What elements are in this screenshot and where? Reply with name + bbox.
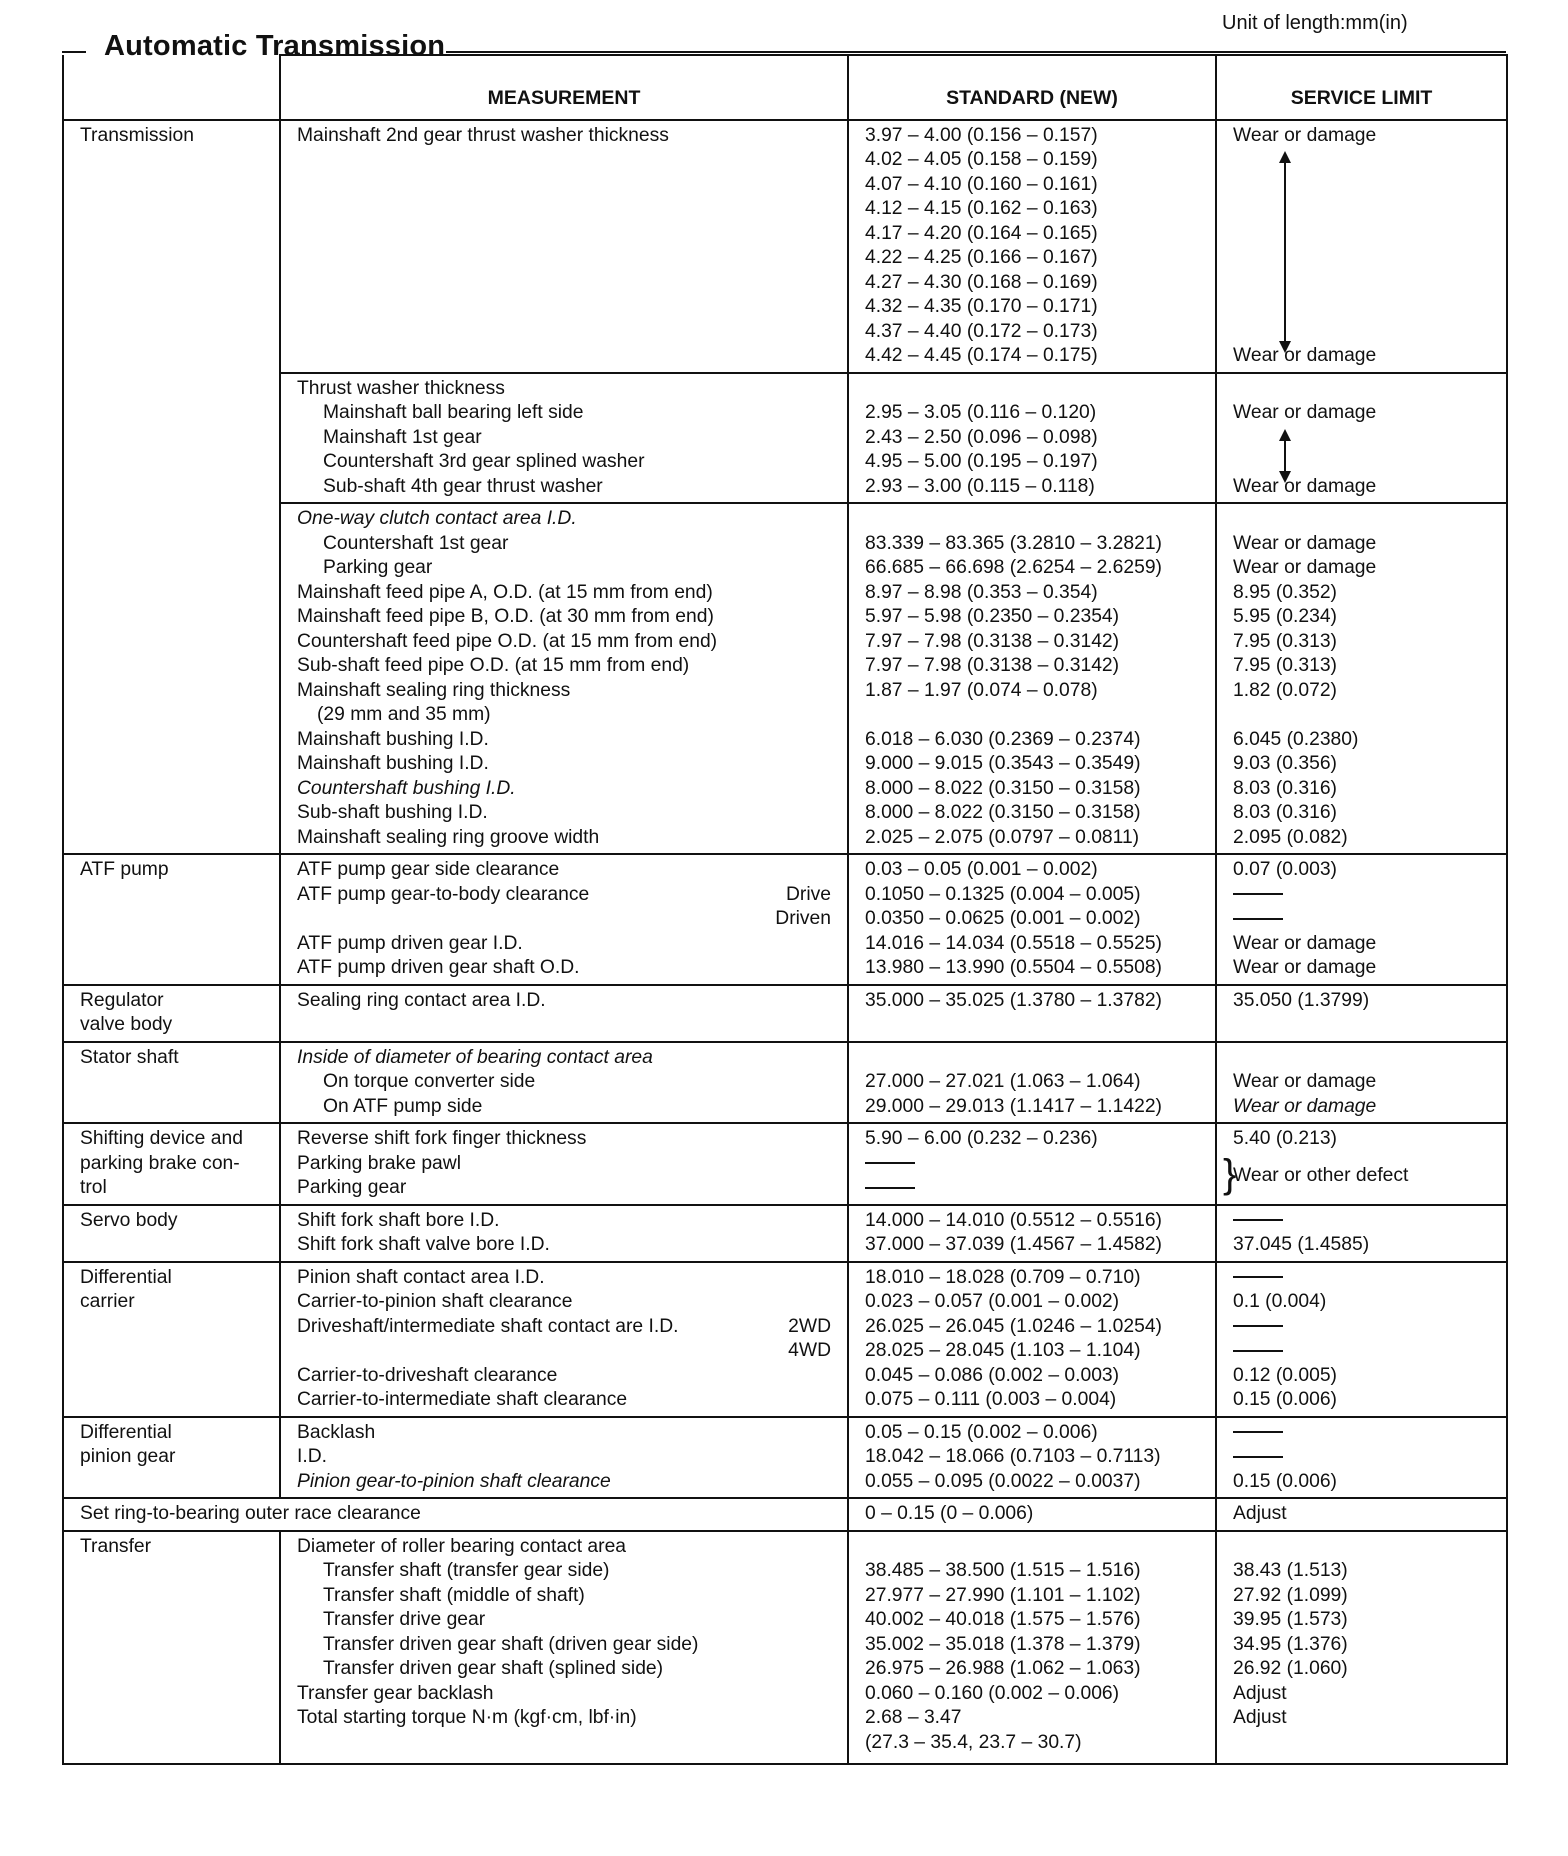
limit-cell: 5.40 (0.213) } Wear or other defect [1216, 1123, 1507, 1205]
measurement-cell: Mainshaft 2nd gear thrust washer thickness [280, 120, 848, 373]
category-servo-body: Servo body [63, 1205, 280, 1262]
table-row [63, 1205, 1507, 1262]
standard-cell: 35.000 – 35.025 (1.3780 – 1.3782) [848, 985, 1216, 1042]
limit-cell: Wear or damage Wear or damage [1216, 1042, 1507, 1124]
header-measurement: MEASUREMENT [280, 55, 848, 120]
category-regulator: Regulator valve body [63, 985, 280, 1042]
standard-cell: 0.03 – 0.05 (0.001 – 0.002) 0.1050 – 0.1325 (0.004 – 0.005) 0.0350 – 0.0625 (0.001 – 0.002) 14.016 – 14.034 (0.5518 – 0.5525) 13.980 – 13.990 (0.5504 – 0.5508) [848, 854, 1216, 985]
standard-cell: 0.05 – 0.15 (0.002 – 0.006) 18.042 – 18.066 (0.7103 – 0.7113) 0.055 – 0.095 (0.0022 – 0.0037) [848, 1417, 1216, 1499]
category-shifting-device: Shifting device and parking brake con- trol [63, 1123, 280, 1205]
header-service-limit: SERVICE LIMIT [1216, 55, 1507, 120]
table-row [63, 373, 1507, 504]
dash-mark [1233, 918, 1283, 920]
table-row [63, 1042, 1507, 1124]
table-row [63, 1531, 1507, 1765]
unit-label: Unit of length:mm(in) [1222, 12, 1408, 34]
category-differential-pinion: Differential pinion gear [63, 1417, 280, 1499]
header-category [63, 55, 280, 120]
standard-cell: 27.000 – 27.021 (1.063 – 1.064) 29.000 – 29.013 (1.1417 – 1.1422) [848, 1042, 1216, 1124]
dash-mark [1233, 1325, 1283, 1327]
standard-cell: 14.000 – 14.010 (0.5512 – 0.5516) 37.000 – 37.039 (1.4567 – 1.4582) [848, 1205, 1216, 1262]
limit-cell: 37.045 (1.4585) [1216, 1205, 1507, 1262]
limit-cell: 0.1 (0.004) 0.12 (0.005) 0.15 (0.006) [1216, 1262, 1507, 1417]
table-header-row [63, 55, 1507, 120]
standard-cell: 2.95 – 3.05 (0.116 – 0.120) 2.43 – 2.50 (0.096 – 0.098) 4.95 – 5.00 (0.195 – 0.197) 2.93 – 3.00 (0.115 – 0.118) [848, 373, 1216, 504]
limit-cell: 0.15 (0.006) [1216, 1417, 1507, 1499]
spec-table [62, 54, 1508, 1765]
measurement-cell: Reverse shift fork finger thickness Parking brake pawl Parking gear [280, 1123, 848, 1205]
table-row [63, 985, 1507, 1042]
table-row [63, 1498, 1507, 1531]
dash-mark [865, 1162, 915, 1164]
limit-cell: 35.050 (1.3799) [1216, 985, 1507, 1042]
title-rule-right [446, 51, 1506, 53]
header-standard: STANDARD (NEW) [848, 55, 1216, 120]
limit-cell: Wear or damage Wear or damage [1216, 120, 1507, 373]
measurement-cell: ATF pump gear side clearance ATF pump gear-to-body clearance Drive Driven ATF pump driven gear I.D. ATF pump driven gear shaft O.D. [280, 854, 848, 985]
table-row [63, 120, 1507, 373]
category-transmission: Transmission [63, 120, 280, 855]
limit-cell: Wear or damage Wear or damage 8.95 (0.352) 5.95 (0.234) 7.95 (0.313) 7.95 (0.313) 1.82 (0.072) 6.045 (0.2380) 9.03 (0.356) 8.03 (0.316) 8.03 (0.316) 2.095 (0.082) [1216, 503, 1507, 854]
table-row [63, 1417, 1507, 1499]
table-row [63, 854, 1507, 985]
standard-cell: 38.485 – 38.500 (1.515 – 1.516) 27.977 – 27.990 (1.101 – 1.102) 40.002 – 40.018 (1.575 – 1.576) 35.002 – 35.018 (1.378 – 1.379) 26.975 – 26.988 (1.062 – 1.063) 0.060 – 0.160 (0.002 – 0.006) 2.68 – 3.47 (27.3 – 35.4, 23.7 – 30.7) [848, 1531, 1216, 1765]
category-differential-carrier: Differential carrier [63, 1262, 280, 1417]
table-row [63, 503, 1507, 854]
category-set-ring: Set ring-to-bearing outer race clearance [63, 1498, 848, 1531]
measurement-cell: One-way clutch contact area I.D. Countershaft 1st gear Parking gear Mainshaft feed pipe A, O.D. (at 15 mm from end) Mainshaft feed pipe B, O.D. (at 30 mm from end) Countershaft feed pipe O.D. (at 15 mm from end) Sub-shaft feed pipe O.D. (at 15 mm from end) Mainshaft sealing ring thickness (29 mm and 35 mm) Mainshaft bushing I.D. Mainshaft bushing I.D. Countershaft bushing I.D. Sub-shaft bushing I.D. Mainshaft sealing ring groove width [280, 503, 848, 854]
title-rule-left [62, 51, 86, 53]
limit-cell: 0.07 (0.003) Wear or damage Wear or damage [1216, 854, 1507, 985]
dash-mark [1233, 1431, 1283, 1433]
category-transfer: Transfer [63, 1531, 280, 1765]
range-arrow-icon [1284, 153, 1286, 351]
limit-cell: 38.43 (1.513) 27.92 (1.099) 39.95 (1.573) 34.95 (1.376) 26.92 (1.060) Adjust Adjust [1216, 1531, 1507, 1765]
category-stator-shaft: Stator shaft [63, 1042, 280, 1124]
dash-mark [1233, 1350, 1283, 1352]
standard-cell: 5.90 – 6.00 (0.232 – 0.236) [848, 1123, 1216, 1205]
table-row [63, 1123, 1507, 1205]
standard-cell: 3.97 – 4.00 (0.156 – 0.157) 4.02 – 4.05 (0.158 – 0.159) 4.07 – 4.10 (0.160 – 0.161) 4.12 – 4.15 (0.162 – 0.163) 4.17 – 4.20 (0.164 – 0.165) 4.22 – 4.25 (0.166 – 0.167) 4.27 – 4.30 (0.168 – 0.169) 4.32 – 4.35 (0.170 – 0.171) 4.37 – 4.40 (0.172 – 0.173) 4.42 – 4.45 (0.174 – 0.175) [848, 120, 1216, 373]
dash-mark [1233, 1219, 1283, 1221]
category-atf-pump: ATF pump [63, 854, 280, 985]
limit-cell: Wear or damage Wear or damage [1216, 373, 1507, 504]
dash-mark [1233, 1276, 1283, 1278]
standard-cell: 18.010 – 18.028 (0.709 – 0.710) 0.023 – 0.057 (0.001 – 0.002) 26.025 – 26.045 (1.0246 – 1.0254) 28.025 – 28.045 (1.103 – 1.104) 0.045 – 0.086 (0.002 – 0.003) 0.075 – 0.111 (0.003 – 0.004) [848, 1262, 1216, 1417]
measurement-cell: Pinion shaft contact area I.D. Carrier-to-pinion shaft clearance Driveshaft/intermediate shaft contact are I.D. 2WD 4WD Carrier-to-driveshaft clearance Carrier-to-intermediate shaft clearance [280, 1262, 848, 1417]
measurement-cell: Thrust washer thickness Mainshaft ball bearing left side Mainshaft 1st gear Countershaft 3rd gear splined washer Sub-shaft 4th gear thrust washer [280, 373, 848, 504]
standard-cell: 0 – 0.15 (0 – 0.006) [848, 1498, 1216, 1531]
measurement-cell: Inside of diameter of bearing contact area On torque converter side On ATF pump side [280, 1042, 848, 1124]
measurement-cell: Shift fork shaft bore I.D. Shift fork shaft valve bore I.D. [280, 1205, 848, 1262]
measurement-cell: Backlash I.D. Pinion gear-to-pinion shaft clearance [280, 1417, 848, 1499]
limit-cell: Adjust [1216, 1498, 1507, 1531]
dash-mark [1233, 893, 1283, 895]
dash-mark [1233, 1456, 1283, 1458]
range-arrow-icon [1284, 431, 1286, 481]
standard-cell: 83.339 – 83.365 (3.2810 – 3.2821) 66.685 – 66.698 (2.6254 – 2.6259) 8.97 – 8.98 (0.353 – 0.354) 5.97 – 5.98 (0.2350 – 0.2354) 7.97 – 7.98 (0.3138 – 0.3142) 7.97 – 7.98 (0.3138 – 0.3142) 1.87 – 1.97 (0.074 – 0.078) 6.018 – 6.030 (0.2369 – 0.2374) 9.000 – 9.015 (0.3543 – 0.3549) 8.000 – 8.022 (0.3150 – 0.3158) 8.000 – 8.022 (0.3150 – 0.3158) 2.025 – 2.075 (0.0797 – 0.0811) [848, 503, 1216, 854]
brace-icon: } [1223, 1152, 1237, 1196]
measurement-cell: Diameter of roller bearing contact area Transfer shaft (transfer gear side) Transfer shaft (middle of shaft) Transfer drive gear Transfer driven gear shaft (driven gear side) Transfer driven gear shaft (splined side) Transfer gear backlash Total starting torque N·m (kgf·cm, lbf·in) [280, 1531, 848, 1765]
section-title: Automatic Transmission [104, 30, 446, 62]
measurement-cell: Sealing ring contact area I.D. [280, 985, 848, 1042]
dash-mark [865, 1187, 915, 1189]
table-row [63, 1262, 1507, 1417]
